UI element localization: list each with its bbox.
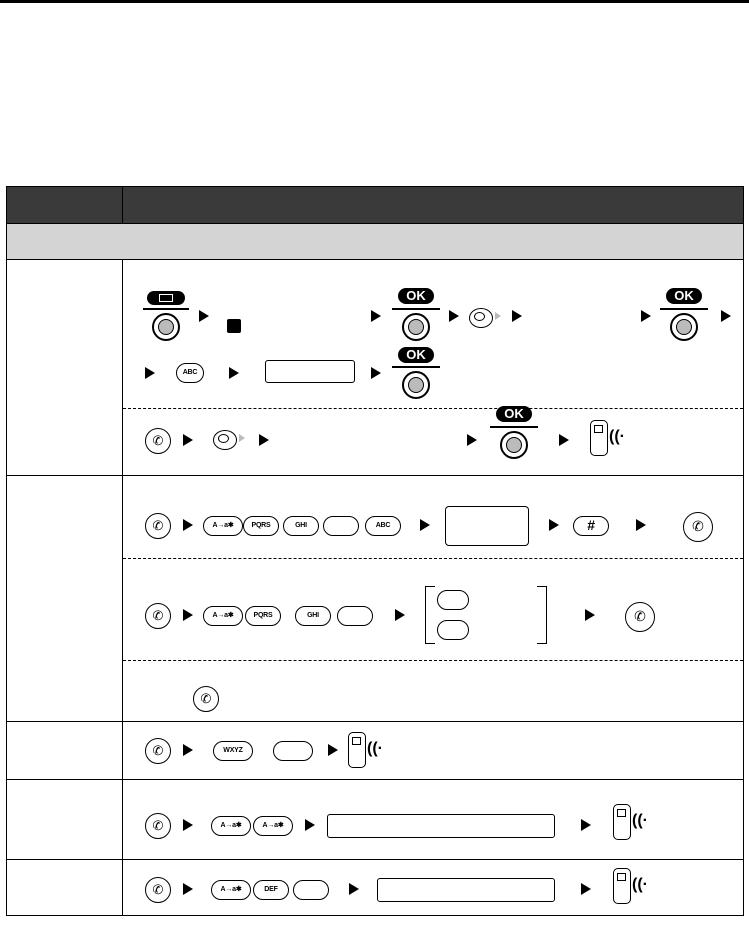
step-arrow	[420, 519, 430, 531]
header-feature-cell	[7, 187, 123, 224]
divider-line	[392, 366, 440, 368]
step-arrow	[199, 310, 209, 322]
step-arrow	[305, 819, 315, 831]
step-arrow	[467, 434, 477, 446]
operation-table	[6, 186, 744, 916]
handset-ringing-icon	[348, 732, 366, 768]
step-arrow	[641, 310, 651, 322]
ok-key-icon[interactable]	[500, 431, 528, 459]
blank-key[interactable]	[273, 741, 313, 761]
ok-label: OK	[496, 406, 532, 422]
star-key[interactable]: A→a✱	[211, 880, 251, 900]
row-2-operation	[123, 476, 744, 722]
row-3-operation	[123, 722, 744, 780]
blank-key[interactable]	[323, 516, 359, 536]
hash-key[interactable]: #	[573, 516, 609, 536]
option-bracket-left	[425, 586, 435, 644]
row-5-label	[7, 860, 123, 916]
step-arrow	[449, 310, 459, 322]
step-arrow	[183, 744, 193, 756]
step-arrow	[636, 519, 646, 531]
ok-label: OK	[398, 347, 434, 363]
step-arrow	[559, 434, 569, 446]
talk-key-icon[interactable]: ✆	[145, 428, 171, 454]
tone-icon: ((·	[367, 740, 383, 757]
step-arrow	[145, 367, 155, 379]
talk-key-icon[interactable]: ✆	[145, 513, 171, 539]
section-band	[7, 224, 744, 260]
ok-label: OK	[666, 288, 702, 304]
talk-key-icon[interactable]: ✆	[145, 877, 171, 903]
end-key-icon[interactable]: ✆	[683, 512, 713, 542]
row-1-label	[7, 260, 123, 476]
row-4-label	[7, 780, 123, 860]
ok-label: OK	[398, 288, 434, 304]
end-key-icon[interactable]: ✆	[625, 602, 655, 632]
scroll-direction-icon	[495, 312, 501, 320]
star-key[interactable]: A→a✱	[211, 816, 251, 836]
step-arrow	[183, 609, 193, 621]
tone-icon: ((·	[632, 876, 648, 893]
menu-key-icon[interactable]	[147, 291, 185, 305]
handset-ringing-icon	[590, 420, 608, 456]
settings-icon	[227, 319, 241, 333]
entry-field-box	[377, 878, 555, 902]
scroll-direction-icon	[239, 434, 245, 442]
step-arrow	[183, 434, 193, 446]
scroll-key-icon[interactable]	[469, 308, 493, 328]
step-arrow	[585, 609, 595, 621]
divider-line	[490, 426, 538, 428]
abc-key[interactable]: ABC	[176, 363, 204, 383]
row-2-label	[7, 476, 123, 722]
entry-field-box	[445, 506, 529, 546]
row-5-operation	[123, 860, 744, 916]
step-arrow	[259, 434, 269, 446]
ghi-key[interactable]: GHI	[283, 516, 319, 536]
option-key-2[interactable]	[437, 620, 469, 640]
talk-key-icon[interactable]: ✆	[145, 603, 171, 629]
tone-icon: ((·	[609, 428, 625, 445]
ok-key-icon[interactable]	[402, 371, 430, 399]
talk-key-icon[interactable]: ✆	[193, 686, 219, 712]
dashed-separator	[123, 660, 743, 661]
handset-ringing-icon	[613, 868, 631, 904]
header-operation-cell	[123, 187, 744, 224]
step-arrow	[229, 367, 239, 379]
dashed-separator	[123, 408, 743, 409]
pqrs-key[interactable]: PQRS	[243, 516, 279, 536]
blank-key[interactable]	[293, 880, 329, 900]
tone-icon: ((·	[632, 812, 648, 829]
step-arrow	[183, 519, 193, 531]
divider-line	[392, 308, 440, 310]
talk-key-icon[interactable]: ✆	[145, 813, 171, 839]
step-arrow	[549, 519, 559, 531]
navigator-key-icon[interactable]	[152, 313, 180, 341]
star-key[interactable]: A→a✱	[203, 606, 243, 626]
ghi-key[interactable]: GHI	[295, 606, 331, 626]
pqrs-key[interactable]: PQRS	[245, 606, 281, 626]
option-key-1[interactable]	[437, 590, 469, 610]
step-arrow	[328, 744, 338, 756]
row-1-operation	[123, 260, 744, 476]
top-rule	[0, 0, 749, 3]
step-arrow	[183, 883, 193, 895]
def-key[interactable]: DEF	[253, 880, 289, 900]
divider-line	[143, 308, 189, 310]
step-arrow	[371, 367, 381, 379]
wxyz-key[interactable]: WXYZ	[213, 741, 253, 761]
step-arrow	[512, 310, 522, 322]
star-key[interactable]: A→a✱	[203, 516, 243, 536]
scroll-key-icon[interactable]	[213, 430, 237, 450]
dashed-separator	[123, 558, 743, 559]
talk-key-icon[interactable]: ✆	[145, 738, 171, 764]
row-4-operation	[123, 780, 744, 860]
divider-line	[660, 308, 708, 310]
step-arrow	[581, 883, 591, 895]
star-key[interactable]: A→a✱	[253, 816, 293, 836]
entry-field-box	[265, 360, 355, 383]
step-arrow	[371, 310, 381, 322]
step-arrow	[395, 609, 405, 621]
entry-field-box	[327, 814, 555, 838]
ok-key-icon[interactable]	[402, 313, 430, 341]
step-arrow	[183, 819, 193, 831]
step-arrow	[721, 310, 731, 322]
handset-ringing-icon	[613, 804, 631, 840]
step-arrow	[349, 883, 359, 895]
blank-key[interactable]	[337, 606, 373, 626]
ok-key-icon[interactable]	[670, 313, 698, 341]
row-3-label	[7, 722, 123, 780]
option-bracket-right	[537, 586, 547, 644]
step-arrow	[581, 819, 591, 831]
abc-key[interactable]: ABC	[365, 516, 401, 536]
